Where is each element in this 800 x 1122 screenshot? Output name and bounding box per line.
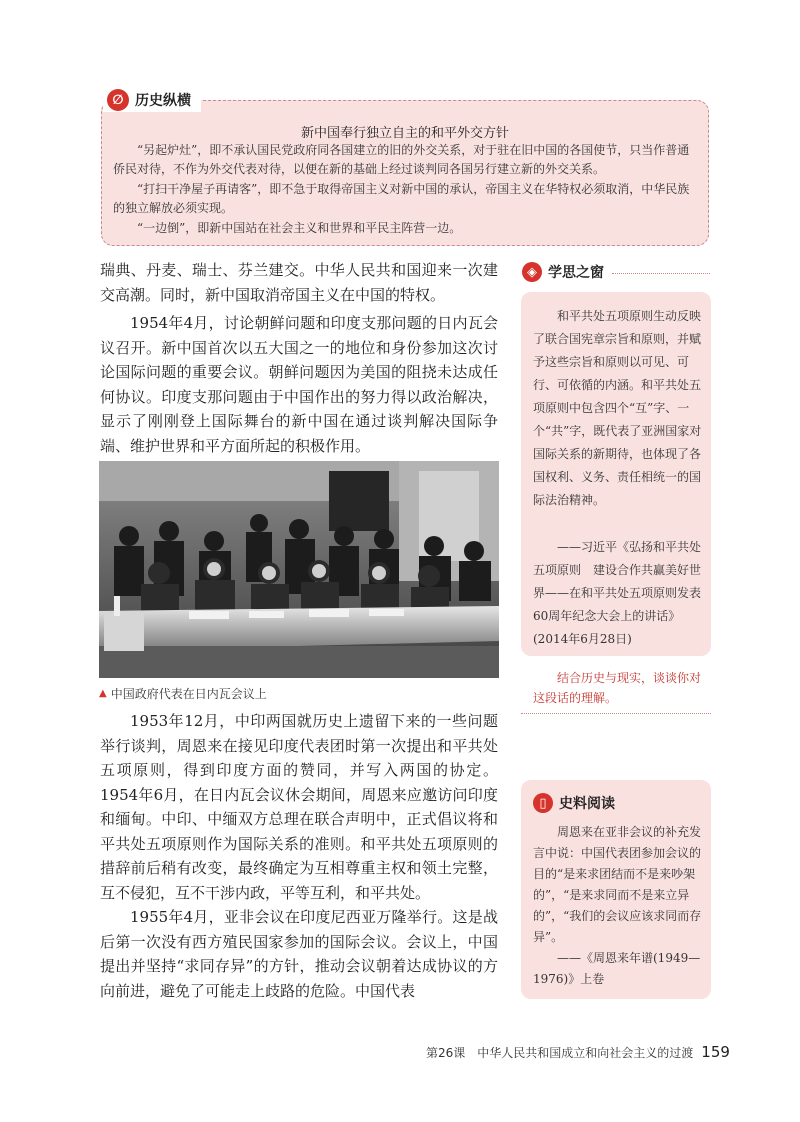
triangle-icon: ▲ (99, 688, 107, 699)
history-paragraph-1: “另起炉灶”，即不承认国民党政府同各国建立的旧的外交关系，对于驻在旧中国的各国使节，只当作普通侨民对待，不作为外交代表对待，以便在新的基础上经过谈判同各国另行建立新的外交关系。 (113, 143, 690, 176)
footer-lesson-title: 第26课 中华人民共和国成立和向社会主义的过渡 (426, 1046, 694, 1060)
history-paragraph-2: “打扫干净屋子再请客”，即不急于取得帝国主义对新中国的承认，帝国主义在华特权必须取消，中华民族的独立解放必须实现。 (113, 182, 690, 215)
main-paragraph-4: 1955年4月，亚非会议在印度尼西亚万隆举行。这是战后第一次没有西方殖民国家参加的国际会议。会议上，中国提出并坚持“求同存异”的方针，推动会议朝着达成协议的方向前进，避免了可能走上歧路的危险。中国代表 (100, 908, 498, 1000)
page-number: 159 (701, 1043, 730, 1061)
study-window-header (522, 262, 604, 282)
photo-caption (99, 685, 267, 702)
book-icon: ▯ (533, 793, 553, 813)
study-window-quote: 和平共处五项原则生动反映了联合国宪章宗旨和原则，并赋予这些宗旨和原则以可见、可行、可依循的内涵。和平共处五项原则中包含四个“互”字、一个“共”字，既代表了亚洲国家对国际关系的新期待，也体现了各国权利、义务、责任相统一的国际法治精神。 (533, 309, 702, 507)
study-window-divider (612, 273, 710, 274)
page-footer (426, 1043, 730, 1061)
main-paragraph-1: 瑞典、丹麦、瑞士、芬兰建交。中华人民共和国迎来一次建交高潮。同时，新中国取消帝国主义在中国的特权。 (100, 261, 498, 304)
geneva-conference-photo (99, 461, 499, 678)
main-paragraph-3: 1953年12月，中印两国就历史上遗留下来的一些问题举行谈判，周恩来在接见印度代表团时第一次提出和平共处五项原则，得到印度方面的赞同，并写入两国的协定。1954年6月，在日内瓦会议休会期间，周恩来应邀访问印度和缅甸。中印、中缅双方总理在联合声明中，正式倡议将和平共处五项原则作为国际关系的准则。和平共处五项原则的措辞前后稍有改变，最终确定为互相尊重主权和领土完整，互不侵犯，互不干涉内政，平等互利，和平共处。 (100, 712, 498, 902)
history-logo-icon: ∅ (107, 89, 129, 111)
source-reading-source: ——《周恩来年谱(1949—1976)》上卷 (533, 951, 701, 986)
photo-caption-text: 中国政府代表在日内瓦会议上 (110, 687, 267, 701)
study-window-bottom-divider (521, 713, 711, 714)
history-box-title: 新中国奉行独立自主的和平外交方针 (300, 126, 509, 141)
source-reading-text: 周恩来在亚非会议的补充发言中说：中国代表团参加会议的目的“是来求团结而不是来吵架的”，“是来求同而不是来立异的”，“我们的会议应该求同而存异”。 (533, 825, 702, 944)
main-paragraph-2: 1954年4月，讨论朝鲜问题和印度支那问题的日内瓦会议召开。新中国首次以五大国之一的地位和身份参加这次讨论国际问题的重要会议。朝鲜问题因为美国的阻挠未达成任何协议。印度支那问题由于中国作出的努力得以政治解决，显示了刚刚登上国际舞台的新中国在通过谈判解决国际争端、维护世界和平方面所起的积极作用。 (100, 314, 498, 455)
source-reading-header (533, 793, 615, 813)
study-window-label: 学思之窗 (548, 265, 604, 281)
history-paragraph-3: “一边倒”，即新中国站在社会主义和世界和平民主阵营一边。 (137, 221, 462, 235)
study-window-question: 结合历史与现实，谈谈你对这段话的理解。 (533, 671, 702, 705)
source-reading-label: 史料阅读 (559, 796, 615, 812)
window-logo-icon: ◈ (522, 262, 542, 282)
history-box-header (103, 88, 201, 112)
study-window-source: ——习近平《弘扬和平共处五项原则 建设合作共赢美好世界——在和平共处五项原则发表60周年纪念大会上的讲话》(2014年6月28日) (533, 540, 702, 646)
history-box-label: 历史纵横 (135, 93, 191, 109)
